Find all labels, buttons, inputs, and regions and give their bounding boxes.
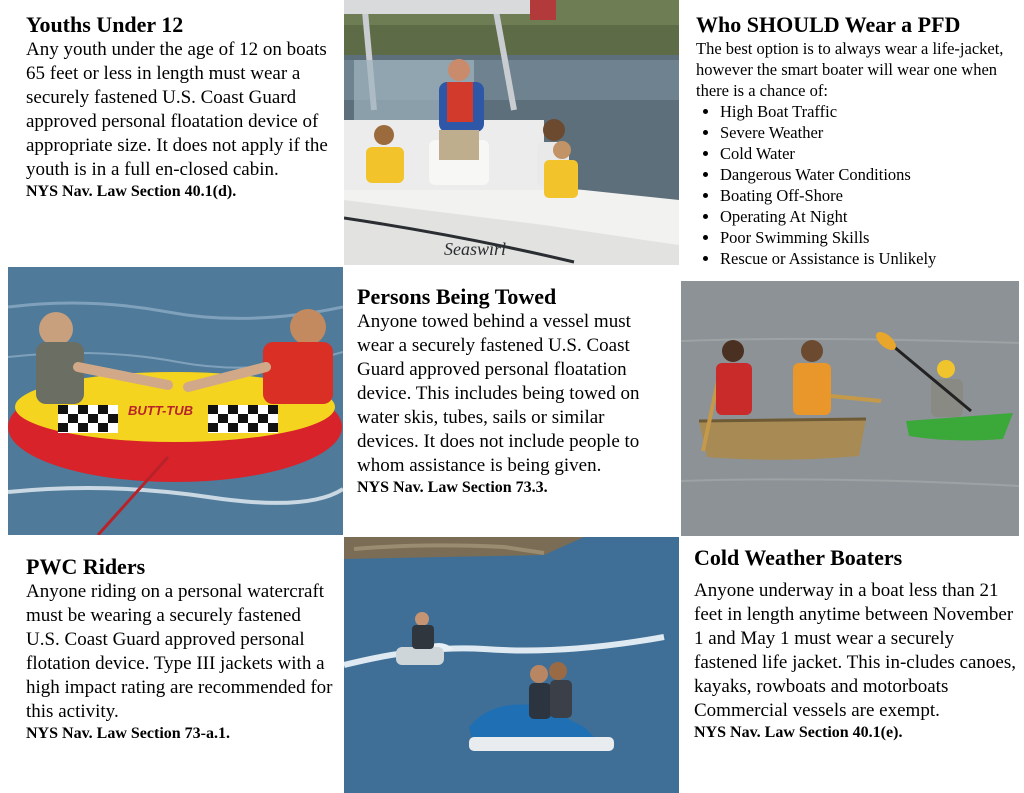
list-item: • High Boat Traffic <box>720 101 1016 122</box>
youths-body: Any youth under the age of 12 on boats 65 feet or less in length must wear a securely fastened U.S. Coast Guard approved personal floatation device of appropriate size. It does not apply if the youth is in a full en-closed cabin. <box>26 39 328 180</box>
pwc-title: PWC Riders <box>26 554 146 579</box>
list-item: • Operating At Night <box>720 206 1016 227</box>
cold-body: Anyone underway in a boat less than 21 feet in length anytime between November 1 and May 1 must wear a securely fastened life jacket. This in-cludes canoes, kayaks, rowboats and motorboats Commercial vessels are exempt. <box>694 580 1016 721</box>
tube-brand-logo: BUTT-TUB <box>128 403 193 418</box>
cold-title: Cold Weather Boaters <box>694 545 903 570</box>
family-boat-photo <box>344 0 679 265</box>
youths-panel <box>26 12 334 262</box>
who-should-panel <box>696 12 1016 272</box>
jet-ski-photo <box>344 537 679 793</box>
towed-body: Anyone towed behind a vessel must wear a securely fastened U.S. Coast Guard approved personal floatation device. This includes being towed on water skis, tubes, sails or similar devices. It does not include people to whom assistance is being given. <box>357 311 640 476</box>
towed-tube-photo <box>8 267 343 535</box>
list-item: • Rescue or Assistance is Unlikely <box>720 248 1016 269</box>
canoe-kayak-photo <box>681 281 1019 536</box>
cold-law: NYS Nav. Law Section 40.1(e). <box>694 724 903 741</box>
towed-title: Persons Being Towed <box>357 284 557 309</box>
list-item: • Boating Off-Shore <box>720 185 1016 206</box>
who-intro: The best option is to always wear a life-jacket, however the smart boater will wear one when there is a chance of: <box>696 39 1004 100</box>
youths-law: NYS Nav. Law Section 40.1(d). <box>26 183 237 200</box>
who-title: Who SHOULD Wear a PFD <box>696 12 961 37</box>
towed-law: NYS Nav. Law Section 73.3. <box>357 479 548 496</box>
list-item: • Dangerous Water Conditions <box>720 164 1016 185</box>
who-list <box>696 101 1016 269</box>
cold-panel <box>694 545 1016 785</box>
list-item: • Cold Water <box>720 143 1016 164</box>
pwc-law: NYS Nav. Law Section 73-a.1. <box>26 725 231 742</box>
pwc-body: Anyone riding on a personal watercraft must be wearing a securely fastened U.S. Coast Guard approved personal flotation device. Type III jackets with a high impact rating are recommended for this activity. <box>26 581 333 722</box>
towed-panel <box>357 284 669 524</box>
list-item: • Poor Swimming Skills <box>720 227 1016 248</box>
youths-title: Youths Under 12 <box>26 12 184 37</box>
pwc-panel <box>26 554 336 784</box>
boat-brand-logo: Seaswirl <box>444 239 507 259</box>
list-item: • Severe Weather <box>720 122 1016 143</box>
